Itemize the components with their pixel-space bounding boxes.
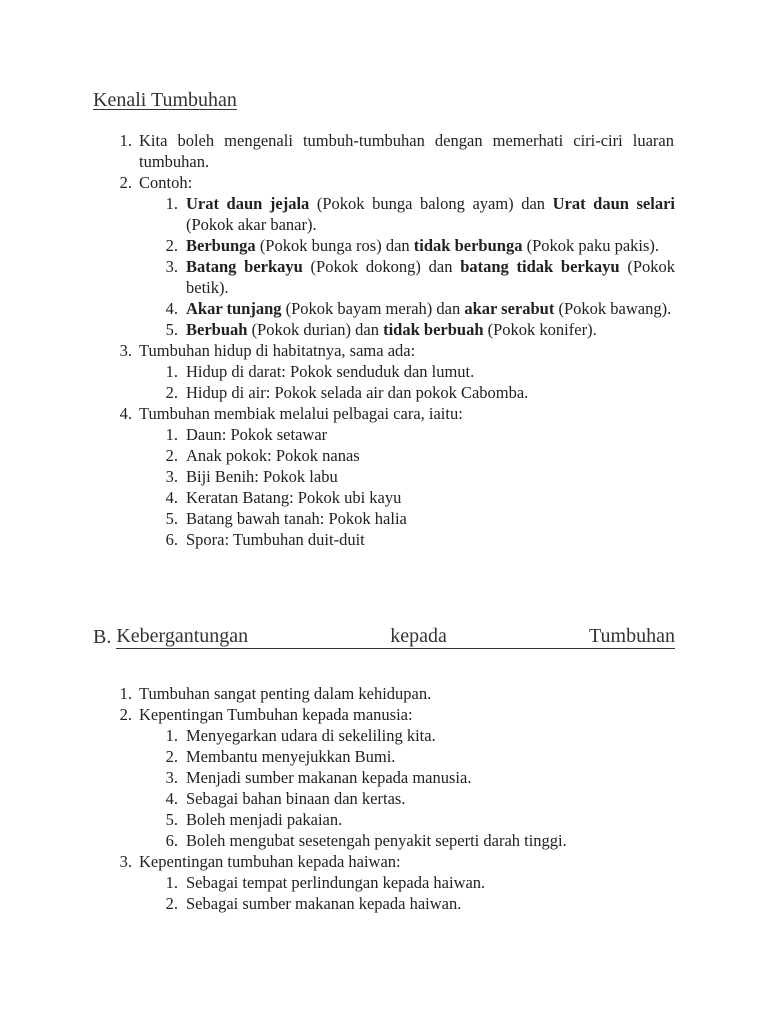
reproduction-item	[0, 424, 768, 445]
benefit-text: Menyegarkan udara di sekeliling kita.	[186, 726, 436, 745]
reproduction-text: Keratan Batang: Pokok ubi kayu	[186, 488, 402, 507]
reproduction-item	[0, 466, 768, 487]
list-item-text: Tumbuhan sangat penting dalam kehidupan.	[139, 684, 432, 703]
list-number: 4.	[165, 299, 178, 318]
list-number: 2.	[165, 894, 178, 913]
reproduction-text: Daun: Pokok setawar	[186, 425, 328, 444]
reproduction-item	[0, 508, 768, 529]
reproduction-text: Batang bawah tanah: Pokok halia	[186, 509, 407, 528]
list-item	[0, 704, 768, 725]
list-item-text: Kita boleh mengenali tumbuh-tumbuhan dengan memerhati ciri-ciri luaran tumbuhan.	[139, 131, 674, 171]
list-number: 2.	[165, 446, 178, 465]
benefit-text: Sebagai bahan binaan dan kertas.	[186, 789, 406, 808]
list-item	[0, 403, 768, 424]
kenali-list	[0, 130, 768, 550]
benefit-text: Menjadi sumber makanan kepada manusia.	[186, 768, 472, 787]
benefit-text: Boleh menjadi pakaian.	[186, 810, 343, 829]
example-item	[0, 319, 768, 340]
list-item	[0, 172, 768, 193]
list-item	[0, 851, 768, 872]
list-number: 3.	[165, 467, 178, 486]
reproduction-text: Biji Benih: Pokok labu	[186, 467, 338, 486]
title-word: Tumbuhan	[589, 625, 675, 647]
animal-benefit-item	[0, 893, 768, 914]
human-benefit-item	[0, 809, 768, 830]
list-number: 6.	[165, 530, 178, 549]
example-item	[0, 298, 768, 319]
list-number: 1.	[119, 131, 132, 150]
title-word: Kebergantungan	[116, 625, 249, 647]
animal-benefit-item	[0, 872, 768, 893]
example-text: Berbunga (Pokok bunga ros) dan tidak berbunga (Pokok paku pakis).	[186, 236, 660, 255]
list-number: 1.	[119, 684, 132, 703]
list-number: 1.	[165, 425, 178, 444]
list-number: 5.	[165, 320, 178, 339]
benefit-text: Membantu menyejukkan Bumi.	[186, 747, 396, 766]
list-number: 2.	[119, 173, 132, 192]
list-number: 1.	[165, 362, 178, 381]
list-number: 3.	[165, 257, 178, 276]
habitat-item	[0, 361, 768, 382]
reproduction-item	[0, 487, 768, 508]
list-number: 2.	[119, 705, 132, 724]
list-number: 4.	[119, 404, 132, 423]
list-number: 3.	[119, 341, 132, 360]
list-item-text: Tumbuhan hidup di habitatnya, sama ada:	[139, 341, 416, 360]
example-item	[0, 256, 768, 298]
section-label: B.	[93, 626, 112, 648]
list-number: 2.	[165, 383, 178, 402]
list-number: 1.	[165, 194, 178, 213]
list-item	[0, 683, 768, 704]
list-item-text: Tumbuhan membiak melalui pelbagai cara, iaitu:	[139, 404, 463, 423]
habitat-text: Hidup di darat: Pokok senduduk dan lumut.	[186, 362, 475, 381]
list-item-text: Contoh:	[139, 173, 193, 192]
list-item-text: Kepentingan Tumbuhan kepada manusia:	[139, 705, 413, 724]
example-item	[0, 235, 768, 256]
benefit-text: Sebagai sumber makanan kepada haiwan.	[186, 894, 462, 913]
list-number: 4.	[165, 488, 178, 507]
human-benefit-item	[0, 830, 768, 851]
reproduction-item	[0, 445, 768, 466]
kebergantungan-list	[0, 683, 768, 914]
reproduction-text: Anak pokok: Pokok nanas	[186, 446, 360, 465]
benefit-text: Boleh mengubat sesetengah penyakit seperti darah tinggi.	[186, 831, 567, 850]
example-text: Urat daun jejala (Pokok bunga balong ayam) dan Urat daun selari (Pokok akar banar).	[186, 194, 675, 234]
section-title-kenali-tumbuhan: Kenali Tumbuhan	[93, 89, 237, 111]
human-benefit-item	[0, 725, 768, 746]
list-item-text: Kepentingan tumbuhan kepada haiwan:	[139, 852, 401, 871]
list-item	[0, 340, 768, 361]
section-title-kebergantungan	[93, 626, 675, 649]
example-item	[0, 193, 768, 235]
section-title-text	[116, 626, 675, 649]
reproduction-text: Spora: Tumbuhan duit-duit	[186, 530, 365, 549]
list-number: 5.	[165, 810, 178, 829]
list-number: 2.	[165, 747, 178, 766]
list-number: 4.	[165, 789, 178, 808]
list-number: 2.	[165, 236, 178, 255]
human-benefit-item	[0, 767, 768, 788]
human-benefit-item	[0, 788, 768, 809]
list-item	[0, 130, 768, 172]
example-text: Akar tunjang (Pokok bayam merah) dan akar serabut (Pokok bawang).	[186, 299, 672, 318]
reproduction-item	[0, 529, 768, 550]
list-number: 1.	[165, 726, 178, 745]
example-text: Berbuah (Pokok durian) dan tidak berbuah (Pokok konifer).	[186, 320, 597, 339]
human-benefit-item	[0, 746, 768, 767]
list-number: 3.	[165, 768, 178, 787]
list-number: 3.	[119, 852, 132, 871]
habitat-item	[0, 382, 768, 403]
habitat-text: Hidup di air: Pokok selada air dan pokok Cabomba.	[186, 383, 529, 402]
title-word: kepada	[390, 625, 447, 647]
list-number: 6.	[165, 831, 178, 850]
list-number: 5.	[165, 509, 178, 528]
example-text: Batang berkayu (Pokok dokong) dan batang tidak berkayu (Pokok betik).	[186, 257, 675, 297]
list-number: 1.	[165, 873, 178, 892]
benefit-text: Sebagai tempat perlindungan kepada haiwan.	[186, 873, 486, 892]
